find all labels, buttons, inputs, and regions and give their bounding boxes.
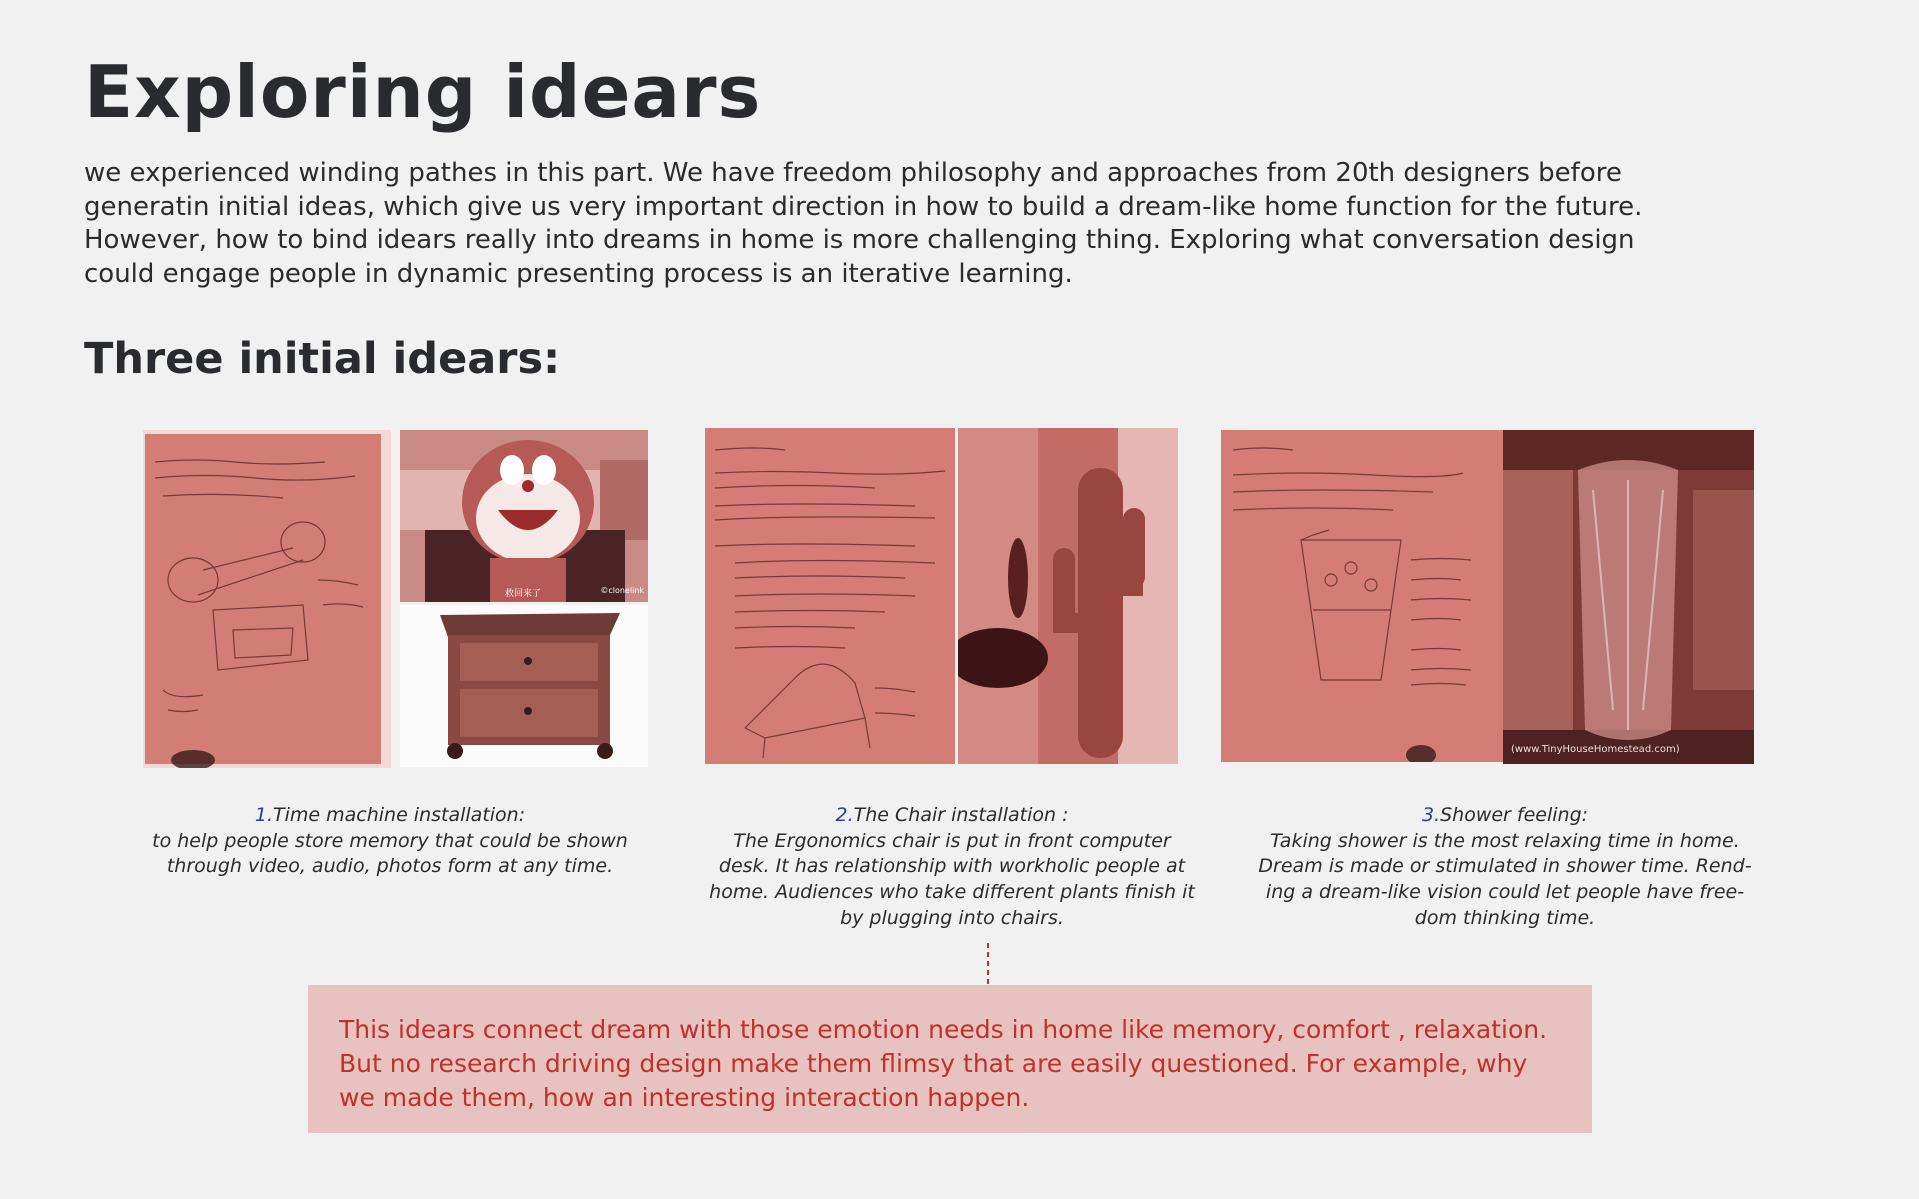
idea-title: Time machine installation:	[273, 804, 526, 826]
drawer-cabinet-photo	[400, 605, 648, 767]
callout-line: But no research driving design make them flimsy that are easily questioned. For example, why	[339, 1049, 1528, 1078]
intro-line: could engage people in dynamic presenting process is an iterative learning.	[84, 258, 1073, 289]
callout-line: This idears connect dream with those emotion needs in home like memory, comfort , relaxation.	[339, 1015, 1548, 1044]
conclusion-callout	[308, 985, 1592, 1133]
idea-description-line: Dream is made or stimulated in shower time. Rend-	[1258, 855, 1752, 878]
section-subtitle: Three initial idears:	[84, 334, 561, 384]
idea-3-caption	[1245, 803, 1765, 932]
idea-description-line: The Ergonomics chair is put in front computer	[733, 829, 1171, 852]
idea-description-line: Taking shower is the most relaxing time in home.	[1270, 829, 1740, 852]
doraemon-caption: 救回来了	[505, 589, 542, 599]
idea-2-caption	[692, 803, 1212, 932]
idea-number: 3.	[1421, 804, 1441, 826]
idea-title: Shower feeling:	[1440, 804, 1589, 826]
idea-number: 1.	[254, 804, 273, 826]
idea-title: The Chair installation :	[853, 804, 1069, 826]
shower-sketch-photo	[1221, 430, 1503, 762]
idea-description-line: home. Audiences who take different plants finish it	[709, 881, 1195, 904]
cactus-photo	[958, 428, 1178, 764]
photo-watermark: ©clonelink	[600, 586, 644, 595]
intro-line: we experienced winding pathes in this part. We have freedom philosophy and approaches from 20th designers before	[84, 158, 1622, 188]
intro-line: generatin initial ideas, which give us very important direction in how to build a dream-like home function for the future.	[84, 191, 1643, 222]
glass-shower-photo	[1503, 430, 1754, 764]
intro-paragraph	[84, 157, 1644, 291]
callout-line: we made them, how an interesting interaction happen.	[339, 1083, 1030, 1112]
doraemon-photo	[400, 430, 648, 602]
idea-description-line: dom thinking time.	[1414, 906, 1596, 929]
photo-watermark: (www.TinyHouseHomestead.com)	[1511, 744, 1680, 755]
idea-description-line: through video, audio, photos form at any time.	[166, 855, 614, 878]
idea-1-caption	[130, 803, 650, 880]
time-machine-sketch-photo	[143, 430, 391, 768]
idea-description-line: ing a dream-like vision could let people have free-	[1265, 881, 1745, 904]
idea-number: 2.	[835, 804, 854, 826]
page-title: Exploring idears	[84, 50, 762, 134]
idea-description-line: to help people store memory that could be shown	[152, 829, 628, 852]
idea-description-line: desk. It has relationship with workholic people at	[718, 855, 1186, 878]
intro-line: However, how to bind idears really into dreams in home is more challenging thing. Exploring what conversation design	[84, 225, 1635, 255]
idea-description-line: by plugging into chairs.	[840, 906, 1064, 929]
chair-sketch-photo	[705, 428, 955, 764]
